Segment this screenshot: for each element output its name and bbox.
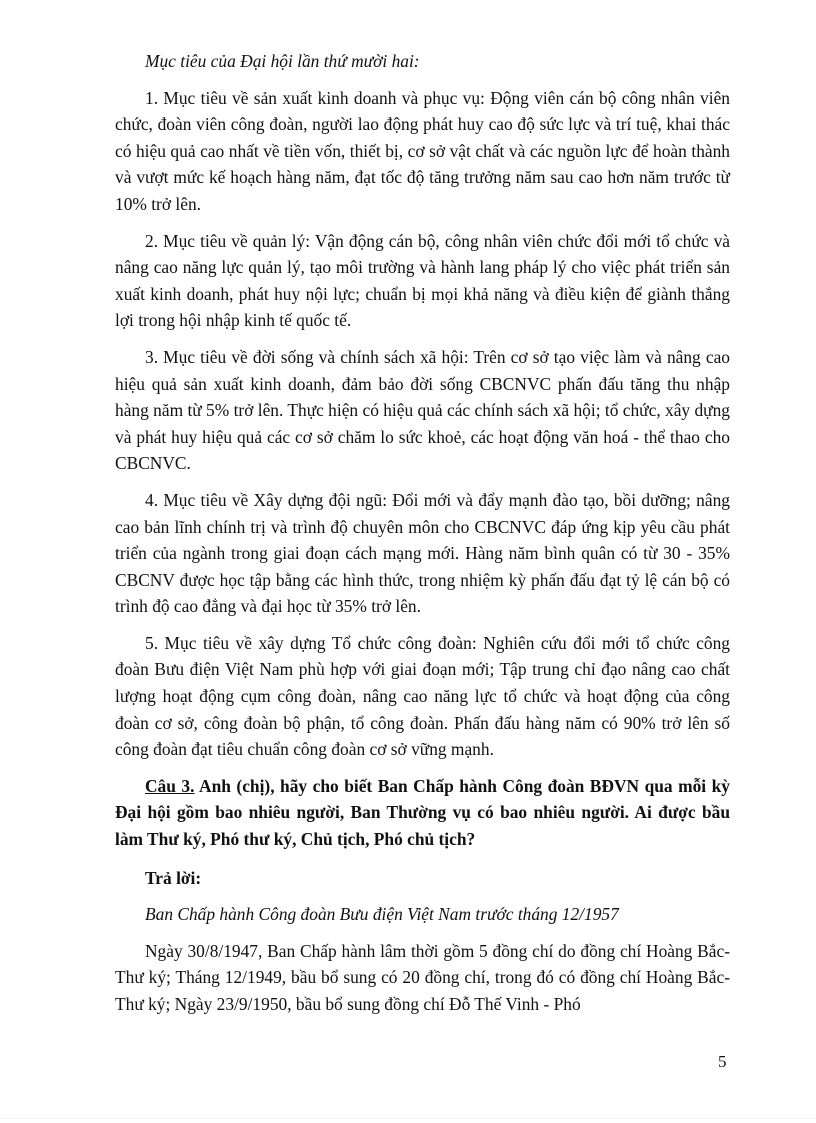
section-heading: Mục tiêu của Đại hội lần thứ mười hai: <box>145 51 420 71</box>
page-bottom-edge <box>0 1118 816 1119</box>
goal-paragraph-4: 4. Mục tiêu về Xây dựng đội ngũ: Đổi mới và đẩy mạnh đào tạo, bồi dưỡng; nâng cao bản lĩnh chính trị và trình độ chuyên môn cho CBCNVC đáp ứng kịp yêu cầu phát triển của ngành trong giai đoạn cách mạng mới. Hàng năm bình quân có từ 30 - 35% CBCNV được học tập bằng các hình thức, trong nhiệm kỳ phấn đấu đạt tỷ lệ cán bộ có trình độ cao đẳng và đại học từ 35% trở lên. <box>115 489 730 617</box>
answer-subheading: Ban Chấp hành Công đoàn Bưu điện Việt Nam trước tháng 12/1957 <box>145 904 619 925</box>
question-paragraph <box>115 773 730 853</box>
answer-label: Trả lời: <box>145 867 202 888</box>
goal-paragraph-2: 2. Mục tiêu về quản lý: Vận động cán bộ, công nhân viên chức đổi mới tổ chức và nâng cao năng lực quản lý, tạo môi trường và hành lang pháp lý cho việc phát triển sản xuất kinh doanh, phát huy nội lực; chuẩn bị mọi khả năng và điều kiện để giành thắng lợi trong hội nhập kinh tế quốc tế. <box>115 230 730 331</box>
goal-paragraph-3: 3. Mục tiêu về đời sống và chính sách xã hội: Trên cơ sở tạo việc làm và nâng cao hiệu quả sản xuất kinh doanh, đảm bảo đời sống CBCNVC phấn đấu tăng thu nhập hàng năm từ 5% trở lên. Thực hiện có hiệu quả các chính sách xã hội; tổ chức, xây dựng và phát huy hiệu quả các cơ sở chăm lo sức khoẻ, các hoạt động văn hoá - thể thao cho CBCNVC. <box>115 346 730 474</box>
question-label: Câu 3. <box>145 775 195 796</box>
question-text: Anh (chị), hãy cho biết Ban Chấp hành Công đoàn BĐVN qua mỗi kỳ Đại hội gồm bao nhiêu người, Ban Thường vụ có bao nhiêu người. Ai được bầu làm Thư ký, Phó thư ký, Chủ tịch, Phó chủ tịch? <box>115 775 730 850</box>
goal-paragraph-5: 5. Mục tiêu về xây dựng Tổ chức công đoàn: Nghiên cứu đổi mới tổ chức công đoàn Bưu điện Việt Nam phù hợp với giai đoạn mới; Tập trung chỉ đạo nâng cao chất lượng hoạt động cụm công đoàn, nâng cao năng lực tổ chức và hoạt động của công đoàn cơ sở, công đoàn bộ phận, tổ công đoàn. Phấn đấu hàng năm có 90% trở lên số công đoàn đạt tiêu chuẩn công đoàn cơ sở vững mạnh. <box>115 632 730 760</box>
page-content <box>115 48 730 1028</box>
goal-paragraph-1: 1. Mục tiêu về sản xuất kinh doanh và phục vụ: Động viên cán bộ công nhân viên chức, đoàn viên công đoàn, người lao động phát huy cao độ sức lực và trí tuệ, khai thác có hiệu quả cao nhất về tiền vốn, thiết bị, cơ sở vật chất và các nguồn lực để hoàn thành và vượt mức kế hoạch hàng năm, đạt tốc độ tăng trưởng năm sau cao hơn năm trước từ 10% trở lên. <box>115 87 730 214</box>
answer-paragraph: Ngày 30/8/1947, Ban Chấp hành lâm thời gồm 5 đồng chí do đồng chí Hoàng Bắc-Thư ký; Tháng 12/1949, bầu bổ sung có 20 đồng chí, trong đó có đồng chí Hoàng Bắc-Thư ký; Ngày 23/9/1950, bầu bổ sung đồng chí Đỗ Thế Vinh - Phó <box>115 940 730 1014</box>
page-number: 5 <box>718 1052 727 1071</box>
